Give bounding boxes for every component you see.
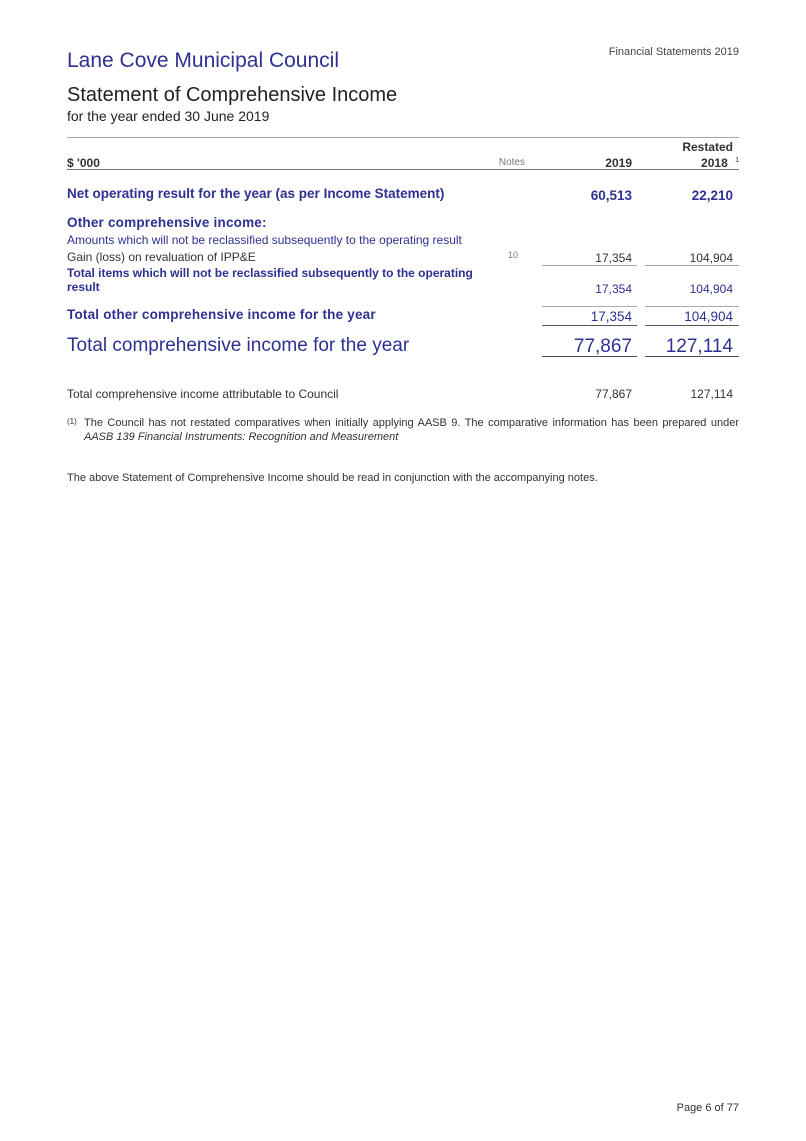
total-not-reclassified-label-line2: result — [67, 280, 100, 294]
attributable-2018: 127,114 — [690, 387, 733, 401]
total-comprehensive-label: Total comprehensive income for the year — [67, 335, 410, 356]
statement-title: Statement of Comprehensive Income — [67, 84, 398, 106]
total-not-reclassified-rule-2018 — [645, 306, 739, 307]
conjunction-note: The above Statement of Comprehensive Income should be read in conjunction with the accompanying notes. — [67, 472, 598, 484]
total-not-reclassified-2019: 17,354 — [595, 282, 632, 296]
gain-revaluation-note: 10 — [507, 250, 518, 260]
total-other-rule-2018 — [645, 325, 739, 326]
total-not-reclassified-rule-2019 — [542, 306, 637, 307]
col-2019-header: 2019 — [605, 156, 632, 170]
total-comprehensive-rule-2019 — [542, 356, 637, 357]
gain-revaluation-rule-2019 — [542, 265, 637, 266]
attributable-label: Total comprehensive income attributable to Council — [67, 387, 339, 401]
net-operating-2019: 60,513 — [590, 188, 632, 203]
col-2018-label: 2018 — [701, 156, 728, 170]
unit-label: $ '000 — [67, 156, 100, 170]
net-operating-label: Net operating result for the year (as per Income Statement) — [67, 186, 445, 201]
not-reclassified-subheading: Amounts which will not be reclassified subsequently to the operating result — [67, 233, 462, 247]
footnote-marker: (1) — [67, 417, 77, 426]
table-top-rule — [67, 137, 739, 138]
restated-label: Restated — [682, 140, 733, 154]
page-number: Page 6 of 77 — [676, 1102, 739, 1114]
gain-revaluation-label: Gain (loss) on revaluation of IPP&E — [67, 250, 256, 264]
document-label: Financial Statements 2019 — [608, 46, 739, 58]
total-comprehensive-rule-2018 — [645, 356, 739, 357]
council-name: Lane Cove Municipal Council — [67, 49, 339, 72]
total-other-2019: 17,354 — [590, 309, 632, 324]
attributable-2019: 77,867 — [595, 387, 632, 401]
total-not-reclassified-label-line1: Total items which will not be reclassified subsequently to the operating — [67, 266, 473, 280]
total-comprehensive-2018: 127,114 — [665, 336, 733, 357]
period-subtitle: for the year ended 30 June 2019 — [67, 108, 270, 124]
net-operating-2018: 22,210 — [691, 188, 733, 203]
gain-revaluation-2019: 17,354 — [595, 251, 632, 265]
footnote-text: The Council has not restated comparatives when initially applying AASB 9. The comparative information has been prepared under — [84, 417, 739, 429]
col-2018-header — [640, 156, 739, 170]
total-not-reclassified-2018: 104,904 — [689, 282, 733, 296]
gain-revaluation-rule-2018 — [645, 265, 739, 266]
total-other-2018: 104,904 — [684, 309, 733, 324]
footnote-text-italic: AASB 139 Financial Instruments: Recognition and Measurement — [84, 431, 399, 443]
other-comprehensive-heading: Other comprehensive income: — [67, 215, 267, 230]
total-comprehensive-2019: 77,867 — [573, 336, 632, 357]
notes-header: Notes — [498, 157, 525, 168]
col-2018-footnote-ref: 1 — [735, 157, 739, 164]
header-bottom-rule — [67, 169, 739, 170]
gain-revaluation-2018: 104,904 — [689, 251, 733, 265]
total-other-rule-2019 — [542, 325, 637, 326]
total-other-label: Total other comprehensive income for the year — [67, 307, 376, 322]
